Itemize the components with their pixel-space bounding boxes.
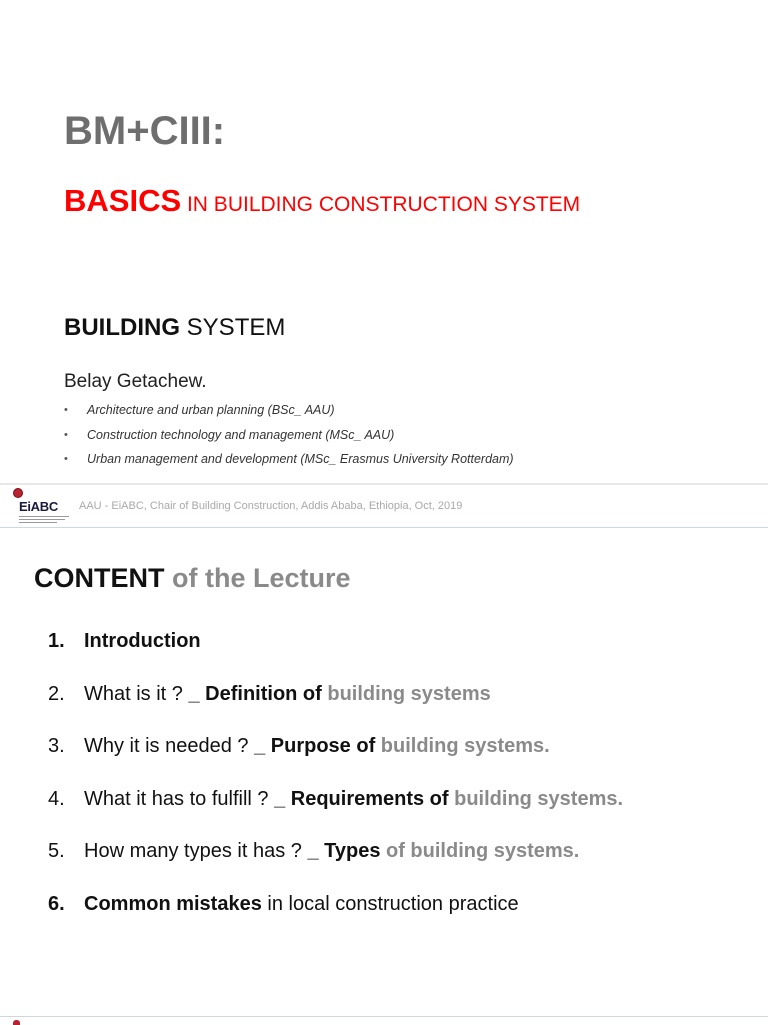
content-title-rest: of the Lecture — [164, 563, 351, 593]
item-strong: _ Requirements of — [274, 787, 455, 810]
item-number: 3. — [48, 735, 65, 758]
list-item — [48, 731, 623, 784]
list-item — [48, 679, 623, 732]
logo-rule — [19, 519, 65, 520]
item-number: 4. — [48, 787, 65, 810]
item-grey: building systems. — [454, 787, 624, 810]
subtitle-strong: BASICS — [64, 183, 182, 218]
item-number: 1. — [48, 630, 65, 652]
item-prefix: How many types it has ? — [84, 840, 308, 863]
section-rest: SYSTEM — [180, 314, 286, 341]
item-number: 2. — [48, 682, 65, 705]
slide-header-bar — [0, 485, 768, 528]
item-grey: building systems — [327, 682, 491, 705]
item-strong: _ Types — [307, 840, 386, 863]
item-strong: Common mistakes — [84, 892, 262, 915]
item-number: 6. — [48, 892, 65, 915]
content-title-strong: CONTENT — [34, 563, 165, 593]
list-item — [48, 784, 623, 837]
logo-wordmark: EiABC — [19, 499, 58, 514]
contents-list — [48, 626, 623, 942]
logo-rule — [19, 516, 69, 517]
lecture-subtitle — [64, 182, 580, 226]
item-prefix: What is it ? — [84, 682, 189, 705]
qualification-text: Architecture and urban planning (BSc_ AAU) — [87, 403, 335, 417]
item-strong: _ Purpose of — [254, 735, 381, 758]
qualification-item — [64, 423, 514, 448]
list-item — [48, 626, 623, 679]
university-seal-icon — [13, 1020, 20, 1025]
section-strong: BUILDING — [64, 314, 180, 341]
qualification-text: Construction technology and management (MSc_ AAU) — [87, 427, 395, 442]
university-seal-icon — [13, 488, 23, 498]
section-title — [64, 313, 285, 343]
item-strong: Introduction — [84, 630, 201, 652]
item-grey: of building systems. — [386, 840, 580, 863]
qualification-item — [64, 447, 514, 472]
title-slide — [0, 0, 768, 483]
eiabc-logo — [11, 488, 71, 524]
qualification-text: Urban management and development (MSc_ Erasmus University Rotterdam) — [87, 452, 514, 466]
bullet-icon: • — [64, 428, 68, 441]
list-item — [48, 889, 623, 942]
item-prefix: Why it is needed ? — [84, 735, 255, 758]
logo-rule — [19, 522, 57, 523]
subtitle-rest: IN BUILDING CONSTRUCTION SYSTEM — [181, 193, 581, 216]
bullet-icon: • — [64, 404, 68, 416]
list-item — [48, 836, 623, 889]
qualification-item — [64, 398, 514, 423]
item-prefix: What it has to fulfill ? — [84, 787, 275, 810]
item-tail: in local construction practice — [261, 892, 519, 915]
course-code: BM+CIII: — [64, 109, 226, 153]
content-slide — [0, 485, 768, 1024]
content-title — [34, 561, 351, 595]
item-grey: building systems. — [380, 735, 550, 758]
bullet-icon: • — [64, 453, 68, 465]
footer-text: AAU - EiABC, Chair of Building Construction, Addis Ababa, Ethiopia, Oct, 2019 — [79, 500, 463, 512]
qualifications-list — [64, 398, 514, 472]
item-number: 5. — [48, 840, 65, 863]
author-name: Belay Getachew. — [64, 371, 207, 392]
item-strong: _ Definition of — [188, 682, 328, 705]
